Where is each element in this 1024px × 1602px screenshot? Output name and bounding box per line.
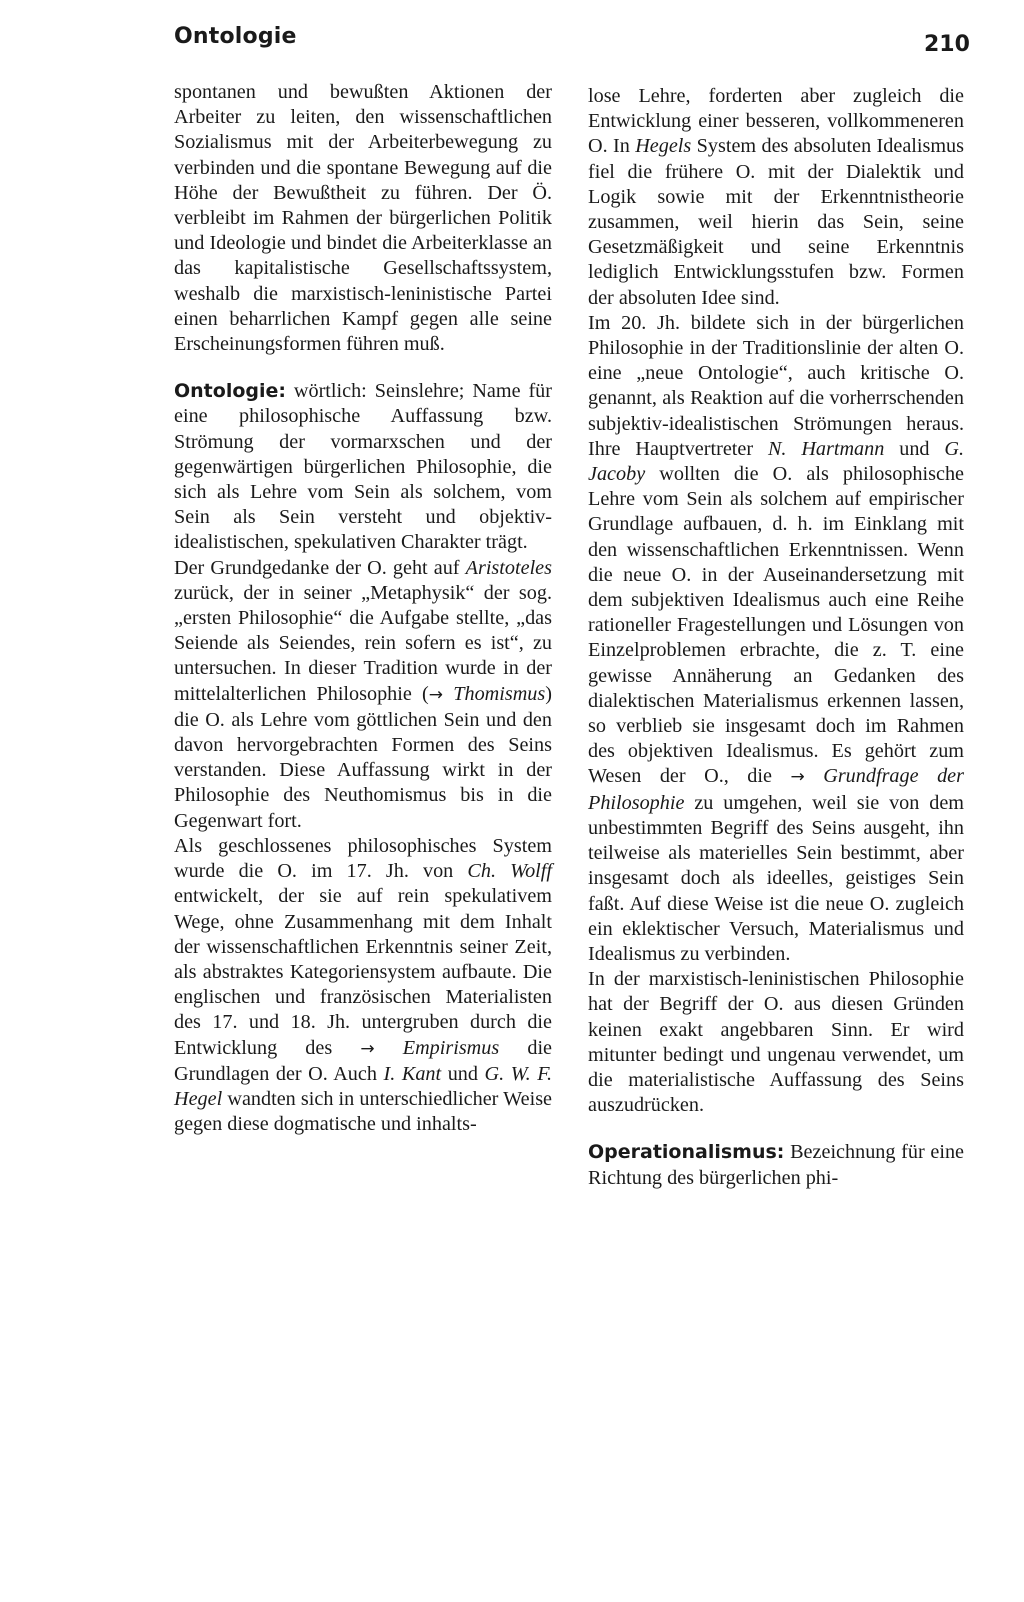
page-number: 210 [924, 32, 970, 57]
paragraph-hegel [588, 84, 964, 311]
text-run: spontanen und bewußten Aktionen der Arbeiter zu leiten, den wissenschaftlichen Sozialismus mit der Arbeiterbewegung zu verbinden und die spontane Bewegung auf die Höhe der Bewußtheit zu führen. Der Ö. verbleibt im Rahmen der bürgerlichen Politik und Ideologie und bindet die Arbeiterklasse an das kapitalistische Gesellschaftssystem, weshalb die marxistisch-leninistische Partei einen beharrlichen Kampf gegen alle seine Erscheinungsformen führen muß. [174, 81, 552, 356]
running-header-title: Ontologie [174, 24, 297, 49]
text-run: wörtlich: Seinslehre; Name für eine philosophische Auffassung bzw. Strömung der vormarxschen und der gegenwärtigen bürgerlichen Philosophie, die sich als Lehre vom Sein als solchem, vom Sein als Sein versteht und objektiv-idealistischen, spekulativen Charakter trägt. [174, 380, 552, 554]
text-run: zurück, der in seiner „Metaphysik“ der sog. „ersten Philosophie“ die Aufgabe stellte, „das Seiende als Seiendes, rein sofern es ist“, zu untersuchen. In dieser Tradition wurde in der mittelalterlichen Philosophie ( [174, 581, 552, 705]
text-run: System des absoluten Idealismus fiel die frühere O. mit der Dialektik und Logik sowie mit der Erkenntnistheorie zusammen, weil hierin das Sein, seine Gesetzmäßigkeit und seine Erkenntnis lediglich Entwicklungsstufen bzw. Formen der absoluten Idee sind. [588, 135, 965, 309]
text-run: wandten sich in unterschiedlicher Weise gegen diese dogmatische und inhalts- [174, 1087, 553, 1136]
paragraph-system [174, 834, 552, 1137]
name-wolff: Ch. Wolff [467, 860, 552, 883]
entry-ontologie [174, 379, 552, 555]
text-run: und [899, 437, 930, 460]
name-aristoteles: Aristoteles [465, 556, 552, 579]
name-kant: I. Kant [383, 1062, 442, 1085]
text-run: lose Lehre, forderten aber zugleich die Entwicklung einer besseren, vollkommeneren O. In [588, 85, 964, 158]
xref-empirismus: Empirismus [402, 1036, 500, 1059]
text-run: wollten die O. als philosophische Lehre vom Sein als solchem auf empirischer Grundlage aufbauen, d. h. im Einklang mit den wissenschaftlichen Erkenntnissen. Wenn die neue O. in der Auseinandersetzung mit dem subjektiven Idealismus auch eine Reihe rationeller Fragestellungen und Lösungen von Einzelproblemen erbrachte, die z. T. eine gewisse Annäherung an Gedanken des dialektischen Materialismus erkennen lassen, so verblieb sie insgesamt doch im Rahmen des objektiven Idealismus. Es gehört zum Wesen der O., die [588, 463, 964, 788]
name-hegels: Hegels [635, 135, 692, 158]
paragraph-grundgedanke [174, 556, 552, 834]
text-run: zu umgehen, weil sie von dem unbestimmten Begriff des Seins ausgeht, ihn teilweise als materielles Sein bestimmt, aber insgesamt doch als ideelles, geistiges Sein faßt. Auf diese Weise ist die neue O. zugleich ein eklektischer Versuch, Materialismus und Idealismus zu verbinden. [588, 791, 964, 965]
text-run: Der Grundgedanke der O. geht auf [174, 556, 460, 579]
entry-term-ontologie: Ontologie: [174, 380, 286, 403]
name-hartmann: N. Hartmann [767, 437, 885, 460]
text-run: die Grundlagen der O. Auch [174, 1036, 553, 1085]
cross-reference-arrow-icon: → [360, 1038, 375, 1059]
paragraph-oekonomismus-end [174, 80, 552, 357]
text-run: ) die O. als Lehre vom göttlichen Sein und den davon hervorgebrachten Formen des Seins verstanden. Diese Auffassung wirkt in der Philosophie des Neuthomismus bis in die Gegenwart fort. [174, 682, 552, 832]
xref-thomismus: Thomismus [453, 682, 546, 705]
entry-term-operationalismus: Operationalismus: [588, 1141, 785, 1164]
right-column [588, 84, 964, 1191]
xref-grundfrage: Grundfrage der Philosophie [588, 765, 965, 814]
paragraph-neue-ontologie [588, 311, 964, 967]
name-jacoby: G. Jacoby [588, 437, 965, 486]
text-run: und [447, 1062, 478, 1085]
name-hegel: G. W. F. Hegel [174, 1062, 553, 1110]
cross-reference-arrow-icon: → [790, 767, 805, 788]
text-run: entwickelt, der sie auf rein spekulativem Wege, ohne Zusammenhang mit dem Inhalt der wissenschaftlichen Erkenntnis seiner Zeit, als abstraktes Kategoriensystem aufbaute. Die englischen und französischen Materialisten des 17. und 18. Jh. untergruben durch die Entwicklung des [174, 885, 552, 1059]
text-run: Als geschlossenes philosophisches System wurde die O. im 17. Jh. von [174, 834, 552, 883]
text-run: Im 20. Jh. bildete sich in der bürgerlichen Philosophie in der Traditionslinie der alten O. eine „neue Ontologie“, auch kritische O. genannt, als Reaktion auf die vorherrschenden subjektiv-idealistischen Strömungen heraus. Ihre Hauptvertreter [588, 311, 964, 460]
cross-reference-arrow-icon: → [428, 684, 444, 705]
left-column [174, 80, 552, 1137]
text-run: In der marxistisch-leninistischen Philosophie hat der Begriff der O. aus diesen Gründen keinen exakt angebbaren Sinn. Er wird mitunter bedingt und ungenau verwendet, um die materialistische Auffassung des Seins auszudrücken. [588, 968, 964, 1117]
entry-operationalismus [588, 1140, 964, 1190]
paragraph-marxistisch [588, 967, 964, 1118]
text-run: Bezeichnung für eine Richtung des bürgerlichen phi- [588, 1141, 965, 1189]
